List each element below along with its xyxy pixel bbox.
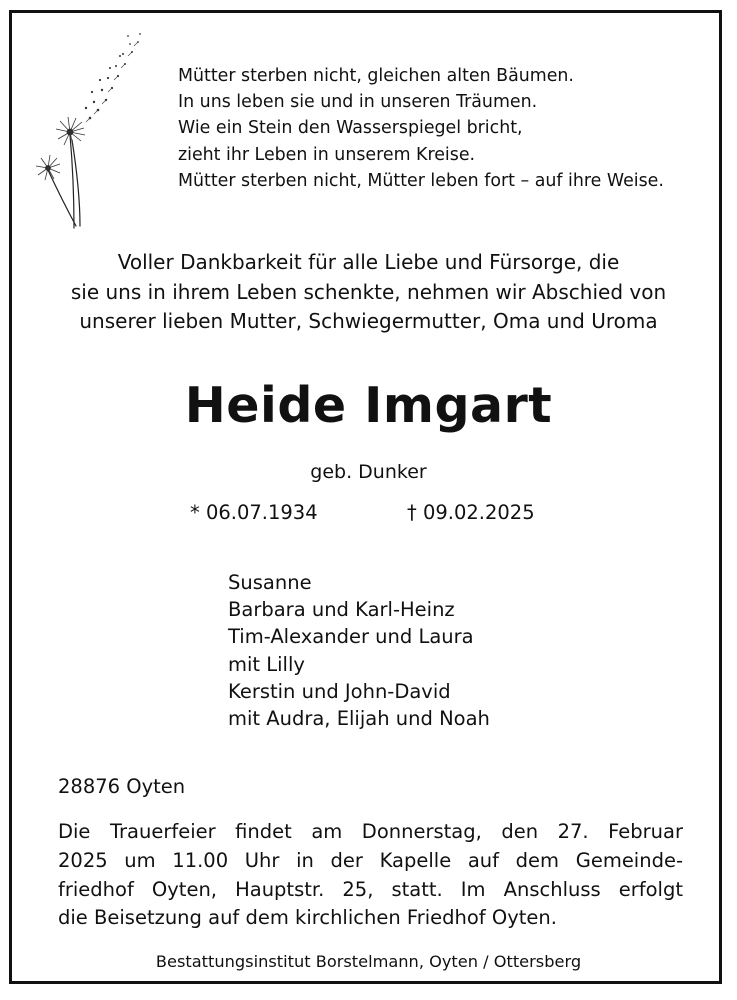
birth-date: * 06.07.1934 xyxy=(190,501,318,524)
poem-line: Wie ein Stein den Wasserspiegel bricht, xyxy=(178,118,523,139)
mourner-entry: Kerstin und John-David xyxy=(228,679,451,703)
undertaker: Bestattungsinstitut Borstelmann, Oyten / Ottersberg xyxy=(155,952,582,971)
mourner-entry: mit Audra, Elijah und Noah xyxy=(228,707,490,731)
intro-text xyxy=(0,248,737,337)
poem-line: Mütter sterben nicht, gleichen alten Bäumen. xyxy=(178,66,574,86)
funeral-notice xyxy=(58,818,683,933)
funeral-line: 2025 um 11.00 Uhr in der Kapelle auf dem Gemeinde- xyxy=(58,848,683,872)
deceased-name: Heide Imgart xyxy=(184,377,553,434)
place: 28876 Oyten xyxy=(58,775,186,798)
poem-line: Mütter sterben nicht, Mütter leben fort – auf ihre Weise. xyxy=(178,170,664,191)
mourner-entry: Tim-Alexander und Laura xyxy=(228,625,474,649)
mourner-entry: Barbara und Karl-Heinz xyxy=(228,598,455,622)
intro-line: Voller Dankbarkeit für alle Liebe und Fürsorge, die xyxy=(117,250,620,274)
poem-line: zieht ihr Leben in unserem Kreise. xyxy=(178,144,476,165)
poem xyxy=(178,63,664,194)
intro-line: unserer lieben Mutter, Schwiegermutter, Oma und Uroma xyxy=(79,309,658,333)
birth-name: geb. Dunker xyxy=(310,461,427,483)
mourners-list xyxy=(228,569,490,732)
funeral-line: friedhof Oyten, Hauptstr. 25, statt. Im Anschluss erfolgt xyxy=(58,877,683,901)
poem-line: In uns leben sie und in unseren Träumen. xyxy=(178,92,538,113)
mourner-entry: mit Lilly xyxy=(228,652,305,676)
funeral-line: die Beisetzung auf dem kirchlichen Friedhof Oyten. xyxy=(58,906,557,930)
mourner-entry: Susanne xyxy=(228,571,312,594)
death-date: † 09.02.2025 xyxy=(407,501,535,524)
funeral-line: Die Trauerfeier findet am Donnerstag, den 27. Februar xyxy=(58,820,683,843)
intro-line: sie uns in ihrem Leben schenkte, nehmen wir Abschied von xyxy=(70,279,667,304)
dandelion-icon xyxy=(28,30,178,235)
